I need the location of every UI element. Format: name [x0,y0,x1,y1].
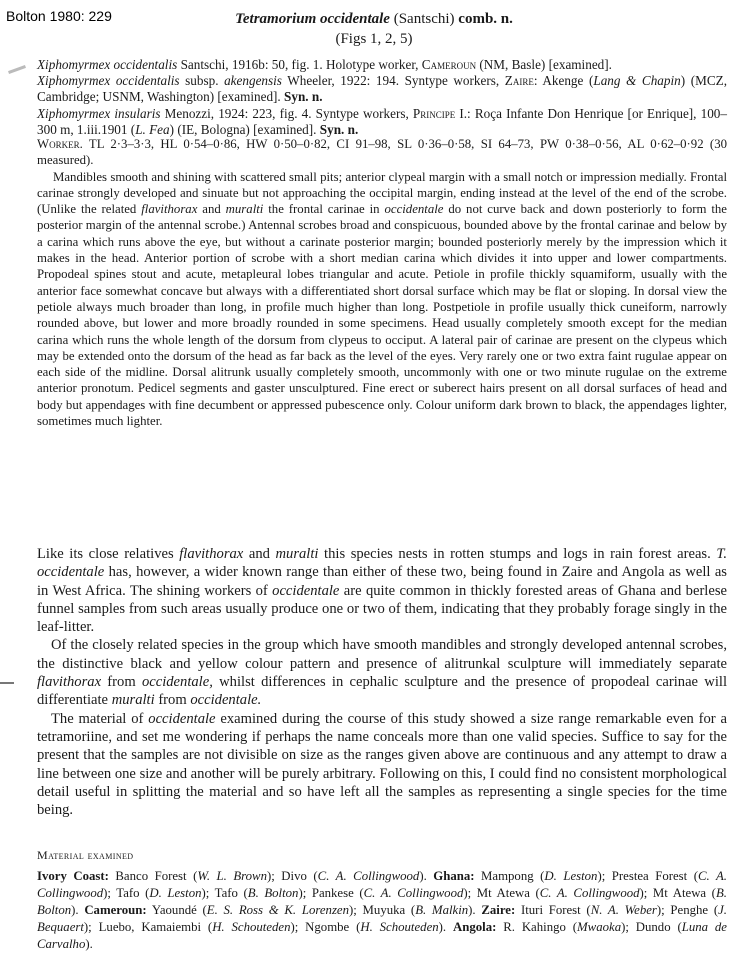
worker-description [37,136,727,429]
species-name: Tetramorium occidentale [235,11,390,27]
species-status: comb. n. [458,11,513,27]
discussion-paragraph [37,636,727,709]
margin-mark [8,65,26,74]
locality: Zaire [504,73,534,89]
text: whilst differences in cephalic sculpture and the presence of propodeal carinae will differentiate [37,674,728,709]
citation-text: Santschi, 1916b: 50, fig. 1. Holotype worker, [177,57,422,72]
figure-reference: (Figs 1, 2, 5) [335,31,413,47]
citation-text: ) (MCZ, Cambridge; USNM, Washington) [examined]. [37,73,727,105]
text: are quite common in thickly forested areas of Ghana and berlese funnel samples from such areas usually produce one or two of them, indicating that they probably forage singly in the leaf-litter. [37,582,727,636]
synonymy-entry [37,106,727,138]
text: ). [85,937,93,951]
collector: B. Malkin [415,903,469,917]
collector: Lang & Chapin [593,73,681,89]
collector: L. Fea [135,121,170,137]
discussion-paragraph [37,710,727,820]
subspecies-name: akengensis [224,73,282,89]
taxon-name: Xiphomyrmex occidentalis [37,73,180,89]
taxon-name: muralti [111,692,155,709]
taxon-name: muralti [275,546,319,562]
taxon-name: Xiphomyrmex occidentalis [37,57,178,72]
text: ); Pankese ( [298,886,364,900]
text: ); Penghe ( [656,903,719,917]
locality: Cameroun [421,57,477,72]
collector: C. A. Collingwood [363,886,464,900]
country: Zaire: [481,903,516,917]
collector: D. Leston [149,886,202,900]
collector: B. Bolton [247,886,299,900]
text: the frontal carinae in [263,202,385,217]
synonymy-list [37,57,727,138]
text: Like its close relatives [37,546,180,562]
text: Banco Forest ( [108,869,198,883]
species-author: (Santschi) [389,11,459,27]
citation-text: ) (IE, Bologna) [examined]. [169,121,320,137]
text: ); Mt Atewa ( [463,886,540,900]
country: Ghana: [433,869,475,883]
collector: H. Schouteden [360,920,439,934]
measurements [37,136,727,169]
discussion [37,545,727,819]
text: ); Mt Atewa ( [639,886,716,900]
citation-text: : Akenge ( [533,73,594,89]
text: ); Dundo ( [621,920,682,934]
text: The material of [51,710,149,727]
country: Cameroun: [84,903,147,917]
measurement-text: . TL 2·3–3·3, HL 0·54–0·86, HW 0·50–0·82, CI 91–98, SL 0·36–0·58, SI 64–73, PW 0·38–0·56, AL 0·62–0·92 (30 measured). [37,137,727,168]
collector: W. L. Brown [197,869,267,883]
collector: H. Schouteden [212,920,291,934]
synonymy-entry [37,57,727,73]
citation-text: Menozzi, 1924: 223, fig. 4. Syntype workers, [160,105,413,121]
taxon-name: flavithorax [141,202,198,217]
collector: Luna de Carvalho [37,920,727,951]
taxon-name: T. occidentale [37,546,728,581]
synonym-mark: Syn. n. [284,89,323,105]
text: ). [468,903,482,917]
text: ). [71,903,85,917]
text: ); Tafo ( [201,886,248,900]
text: ); Prestea Forest ( [597,869,698,883]
taxon-name: occidentale [148,710,216,727]
taxon-name: Xiphomyrmex insularis [37,105,161,121]
taxon-name: occidentale. [190,692,262,709]
text: ); Luebo, Kamaiembi ( [83,920,213,934]
taxon-name: occidentale [384,202,444,217]
text: ); Ngombe ( [290,920,361,934]
text: Mandibles smooth and shining with scattered small pits; anterior clypeal margin with a small notch or impression medially. Frontal carinae strongly developed and sinuate but not approaching the occipital margin, ending instead at the level of the end of the scrobe. (Unlike the related [37,169,727,217]
source-label: Bolton 1980: 229 [6,8,112,24]
species-heading [0,11,748,28]
citation-text: I.: Roça Infante Don Henrique [or Enrique], 100–300 m, 1.iii.1901 ( [37,105,727,137]
collector: E. S. Ross & K. Lorenzen [206,903,350,917]
collector: D. Leston [544,869,598,883]
text: examined during the course of this study showed a size range remarkable even for a tetramoriine, and set me wondering if perhaps the name conceals more than one valid species. Suffice to say for the present that the samples are not divisible on size as the ranges given above are continuous and any attempt to draw a line between one size and another will be purely arbitrary. Following on this, I could find no consistent morphological detail useful in splitting the material and so have left all the samples as representing a single species for the time being. [37,710,727,819]
material-list [37,868,727,953]
text: Ituri Forest ( [515,903,591,917]
text: Yaoundé ( [146,903,207,917]
text: from [101,674,142,691]
citation-text: (NM, Basle) [examined]. [476,57,612,72]
caste-label: Worker [37,137,80,151]
collector: Mwaoka [577,920,622,934]
text: ). [438,920,453,934]
citation-text: subsp. [179,73,225,89]
text: has, however, a wider known range than either of these two, being found in Zaire and Angola as well as in West Africa. The shining workers of [37,564,727,599]
text: Mampong ( [474,869,545,883]
collector: B. Bolton [37,886,727,917]
collector: C. A. Collingwood [317,869,420,883]
text: ); Divo ( [267,869,318,883]
collector: N. A. Weber [590,903,657,917]
text: ); Muyuka ( [349,903,416,917]
collector: C. A. Collingwood [37,869,727,900]
discussion-paragraph [37,545,727,636]
taxon-name: occidentale, [141,674,213,691]
country: Angola: [452,920,497,934]
collector: J. Bequaert [37,903,727,934]
taxon-name: flavithorax [37,674,102,691]
locality: Principe [412,105,456,121]
description-paragraph [37,169,727,430]
text: R. Kahingo ( [496,920,578,934]
citation-text: Wheeler, 1922: 194. Syntype workers, [281,73,505,89]
text: ). [419,869,434,883]
taxon-name: muralti [225,202,264,217]
text: Of the closely related species in the group which have smooth mandibles and strongly developed antennal scrobes, the distinctive black and yellow colour pattern and presence of alitrunkal sculpture will immediately separate [37,637,727,672]
taxon-name: occidentale [272,582,340,599]
taxon-name: flavithorax [179,546,244,562]
synonymy-entry [37,73,727,105]
text: and [197,202,226,217]
text: ); Tafo ( [103,886,150,900]
text: from [154,692,191,709]
synonym-mark: Syn. n. [319,121,359,137]
country: Ivory Coast: [37,869,109,883]
margin-mark [0,682,14,684]
material-heading: Material examined [37,848,134,862]
text: and [243,546,276,562]
text: this species nests in rotten stumps and logs in rain forest areas. [318,546,717,562]
text: do not curve back and down posteriorly to form the posterior margin of the antennal scrobe.) Antennal scrobes broad and conspicuous, bounded above by the frontal carinae and below by a carina which runs above the eye, but without a carinate posterior margin; bounded posteriorly merely by the impression which it makes in the head. Anterior portion of scrobe with a short median carina which divides it into upper and lower compartments. Propodeal spines stout and acute, metapleural lobes triangular and acute. Petiole in profile thickly squamiform, usually with the anterior face somewhat concave but always with a differentiated short dorsal surface which may be flat or sloping. In dorsal view the petiole always much broader than long, in profile much higher than long. Postpetiole in profile usually thick cuneiform, narrowly rounded above, but lower and more broadly rounded in some specimens. Head usually completely smooth except for the median carina which runs the whole length of the dorsum from clypeus to occiput. A lateral pair of carinae are present on the clypeus which may be extended onto the dorsum of the head as far back as the level of the eyes. Very rarely one or two extra faint rugulae appear on each side of the midline. Dorsal alitrunk usually completely smooth, uncommonly with one or two minute rugulae on the extreme anterior pronotum. Pedicel segments and gaster unsculptured. Fine erect or suberect hairs present on all dorsal surfaces of head and body but appendages with fine decumbent or appressed pubescence only. Colour uniform dark brown to black, the appendages lighter, sometimes much lighter. [37,202,727,429]
collector: C. A. Collingwood [539,886,640,900]
